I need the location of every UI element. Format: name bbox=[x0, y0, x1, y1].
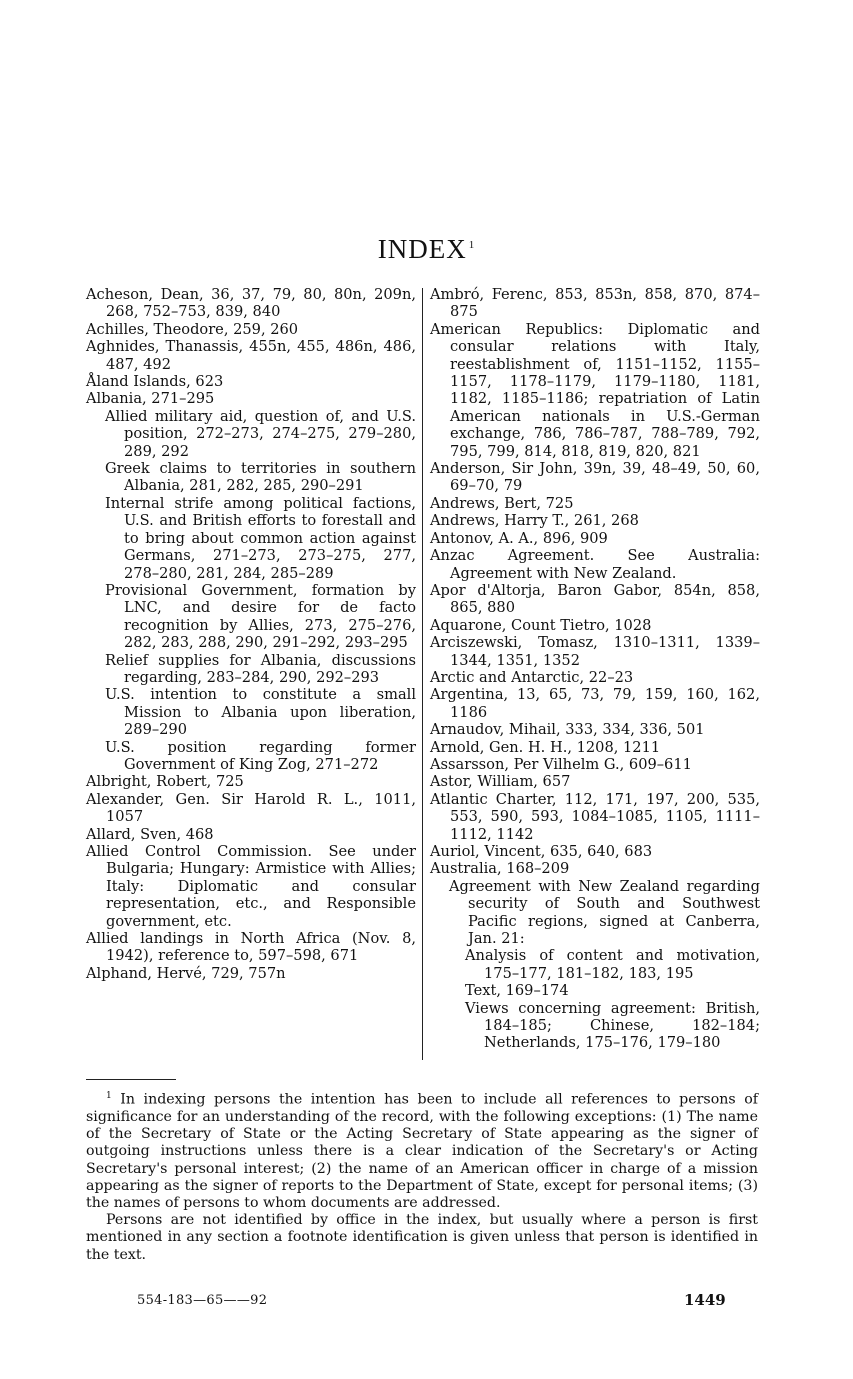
index-entry: Astor, William, 657 bbox=[430, 773, 571, 791]
index-entry: Andrews, Bert, 725 bbox=[430, 494, 574, 512]
index-entry: Albright, Robert, 725 bbox=[86, 773, 244, 791]
index-entry: Relief supplies for Albania, discussions regarding, 283–284, 290, 292–293 bbox=[105, 651, 416, 686]
index-entry: Internal strife among political factions, U.S. and British efforts to forestall and to bring about common action against Germans, 271–273, 273–275, 277, 278–280, 281, 284, 285–289 bbox=[105, 494, 416, 582]
page-number: 1449 bbox=[684, 1291, 726, 1309]
index-column-right bbox=[430, 286, 760, 1052]
index-entry: Allied Control Commission. See under Bulgaria; Hungary: Armistice with Allies; Italy: Diplomatic and consular representation, etc., and Responsible government, etc. bbox=[86, 843, 416, 930]
index-entry: Acheson, Dean, 36, 37, 79, 80, 80n, 209n, 268, 752–753, 839, 840 bbox=[86, 286, 416, 321]
index-entry: American Republics: Diplomatic and consular relations with Italy, reestablishment of, 1151–1152, 1155–1157, 1178–1179, 1179–1180, 1181, 1182, 1185–1186; repatriation of Latin American nationals in U.S.-German exchange, 786, 786–787, 788–789, 792, 795, 799, 814, 818, 819, 820, 821 bbox=[430, 320, 760, 460]
index-entry: Alphand, Hervé, 729, 757n bbox=[86, 964, 286, 982]
footnote-rule bbox=[86, 1079, 176, 1080]
index-entry: Analysis of content and motivation, 175–177, 181–182, 183, 195 bbox=[465, 947, 760, 982]
index-entry: Anderson, Sir John, 39n, 39, 48–49, 50, 60, 69–70, 79 bbox=[430, 460, 760, 495]
title-footnote-marker: 1 bbox=[468, 239, 476, 251]
index-entry: Allied military aid, question of, and U.S. position, 272–273, 274–275, 279–280, 289, 292 bbox=[105, 407, 416, 460]
footnote-text-1: In indexing persons the intention has been to include all references to persons of significance for an understanding of the record, with the following exceptions: (1) The name of the Secretary of State or the Acting Secretary of State appearing as the signer of outgoing instructions unless there is a clear indication of the Secretary's or Acting Secretary's personal interest; (2) the name of an American officer in charge of a mission appearing as the signer of reports to the Department of State, except for personal items; (3) the names of persons to whom documents are addressed. bbox=[86, 1091, 758, 1211]
index-entry: Arnaudov, Mihail, 333, 334, 336, 501 bbox=[430, 721, 705, 739]
index-entry: Australia, 168–209 bbox=[430, 860, 570, 878]
footnote bbox=[86, 1088, 758, 1264]
index-entry: Antonov, A. A., 896, 909 bbox=[430, 529, 608, 547]
index-entry: Achilles, Theodore, 259, 260 bbox=[86, 320, 299, 338]
index-entry: U.S. position regarding former Government of King Zog, 271–272 bbox=[105, 738, 416, 773]
index-entry: Arctic and Antarctic, 22–23 bbox=[430, 668, 634, 686]
index-entry: Apor d'Altorja, Baron Gabor, 854n, 858, 865, 880 bbox=[430, 581, 760, 617]
index-entry: Provisional Government, formation by LNC, and desire for de facto recognition by Allies, 273, 275–276, 282, 283, 288, 290, 291–292, 293–295 bbox=[105, 581, 416, 652]
index-entry: Allied landings in North Africa (Nov. 8, 1942), reference to, 597–598, 671 bbox=[86, 930, 416, 965]
index-entry: Åland Islands, 623 bbox=[86, 373, 224, 391]
index-entry: U.S. intention to constitute a small Mission to Albania upon liberation, 289–290 bbox=[105, 686, 416, 739]
index-entry: Assarsson, Per Vilhelm G., 609–611 bbox=[430, 755, 692, 773]
index-entry: Auriol, Vincent, 635, 640, 683 bbox=[430, 843, 653, 860]
index-entry: Arnold, Gen. H. H., 1208, 1211 bbox=[430, 738, 661, 756]
index-entry: Arciszewski, Tomasz, 1310–1311, 1339–1344, 1351, 1352 bbox=[430, 634, 760, 669]
index-entry: Argentina, 13, 65, 73, 79, 159, 160, 162, 1186 bbox=[430, 686, 760, 721]
footnote-paragraph-1 bbox=[86, 1088, 758, 1212]
index-entry: Views concerning agreement: British, 184–185; Chinese, 182–184; Netherlands, 175–176, 179–180 bbox=[465, 999, 760, 1052]
index-entry: Aquarone, Count Tietro, 1028 bbox=[430, 616, 652, 634]
index-entry: Andrews, Harry T., 261, 268 bbox=[430, 512, 639, 530]
index-entry: Atlantic Charter, 112, 171, 197, 200, 535, 553, 590, 593, 1084–1085, 1105, 1111–1112, 1142 bbox=[430, 790, 760, 843]
index-entry: Allard, Sven, 468 bbox=[86, 825, 214, 843]
index-entry: Ambró, Ferenc, 853, 853n, 858, 870, 874–875 bbox=[430, 286, 760, 321]
index-entry: Anzac Agreement. See Australia: Agreement with New Zealand. bbox=[430, 547, 760, 582]
footnote-paragraph-2: Persons are not identified by office in the index, but usually where a person is first mentioned in any section a footnote identification is given unless that person is identified in the text. bbox=[86, 1212, 758, 1263]
index-entry: Alexander, Gen. Sir Harold R. L., 1011, 1057 bbox=[86, 790, 416, 826]
index-entry: Greek claims to territories in southern Albania, 281, 282, 285, 290–291 bbox=[105, 460, 416, 495]
footnote-marker: 1 bbox=[106, 1091, 112, 1101]
index-column-left bbox=[86, 286, 416, 982]
title-text: INDEX bbox=[377, 234, 467, 264]
page-title bbox=[0, 234, 853, 265]
print-code: 554-183—65——92 bbox=[137, 1293, 268, 1308]
index-entry: Agreement with New Zealand regarding security of South and Southwest Pacific regions, signed at Canberra, Jan. 21: bbox=[449, 877, 760, 948]
index-entry: Aghnides, Thanassis, 455n, 455, 486n, 486, 487, 492 bbox=[86, 338, 416, 373]
index-entry: Text, 169–174 bbox=[465, 982, 569, 1000]
column-divider bbox=[422, 288, 423, 1060]
index-entry: Albania, 271–295 bbox=[86, 390, 215, 408]
